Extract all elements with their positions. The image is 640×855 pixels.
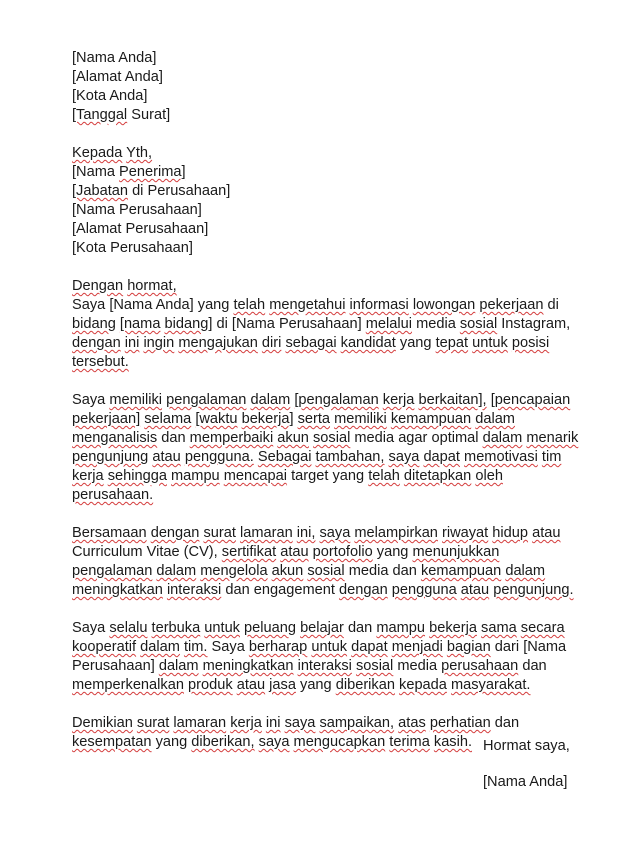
- paragraph-attachments: [72, 524, 592, 600]
- sender-name: [Nama Anda]: [72, 50, 157, 66]
- recipient-salutation: Kepada Yth,: [72, 145, 153, 161]
- letter-document: [72, 49, 592, 771]
- valediction: Hormat saya,: [483, 738, 570, 754]
- paragraph-line: Curriculum Vitae (CV), sertifikat atau portofolio yang menunjukkan: [72, 544, 500, 560]
- sender-city: [Kota Anda]: [72, 88, 148, 104]
- greeting: Dengan hormat,: [72, 278, 177, 294]
- paragraph-line: kooperatif dalam tim. Saya berharap untuk dapat menjadi bagian dari [Nama: [72, 639, 567, 655]
- recipient-block: [72, 144, 592, 258]
- paragraph-teamwork: [72, 619, 592, 695]
- letter-date: [Tanggal Surat]: [72, 107, 171, 123]
- paragraph-line: pengunjung atau pengguna. Sebagai tambahan, saya dapat memotivasi tim: [72, 449, 562, 465]
- sender-block: [72, 49, 592, 125]
- paragraph-line: bidang [nama bidang] di [Nama Perusahaan] melalui media sosial Instagram,: [72, 316, 571, 332]
- paragraph-line: perusahaan.: [72, 487, 154, 503]
- paragraph-line: Saya selalu terbuka untuk peluang belajar dan mampu bekerja sama secara: [72, 620, 565, 636]
- paragraph-line: pekerjaan] selama [waktu bekerja] serta memiliki kemampuan dalam: [72, 411, 515, 427]
- paragraph-line: memperkenalkan produk atau jasa yang diberikan kepada masyarakat.: [72, 677, 531, 693]
- recipient-city: [Kota Perusahaan]: [72, 240, 193, 256]
- paragraph-line: meningkatkan interaksi dan engagement dengan pengguna atau pengunjung.: [72, 582, 574, 598]
- paragraph-line: Perusahaan] dalam meningkatkan interaksi sosial media perusahaan dan: [72, 658, 547, 674]
- signature-name: [Nama Anda]: [483, 774, 568, 790]
- paragraph-line: Bersamaan dengan surat lamaran ini, saya melampirkan riwayat hidup atau: [72, 525, 561, 541]
- paragraph-line: kerja sehingga mampu mencapai target yang telah ditetapkan oleh: [72, 468, 503, 484]
- paragraph-line: kesempatan yang diberikan, saya mengucapkan terima kasih.: [72, 734, 473, 750]
- paragraph-experience: [72, 391, 592, 505]
- paragraph-line: pengalaman dalam mengelola akun sosial media dan kemampuan dalam: [72, 563, 546, 579]
- sender-address: [Alamat Anda]: [72, 69, 163, 85]
- paragraph-line: Saya memiliki pengalaman dalam [pengalaman kerja berkaitan], [pencapaian: [72, 392, 571, 408]
- recipient-name: [Nama Penerima]: [72, 164, 186, 180]
- paragraph-intro: [72, 296, 592, 372]
- paragraph-line: dengan ini ingin mengajukan diri sebagai kandidat yang tepat untuk posisi: [72, 335, 550, 351]
- recipient-company: [Nama Perusahaan]: [72, 202, 202, 218]
- recipient-address: [Alamat Perusahaan]: [72, 221, 209, 237]
- paragraph-line: tersebut.: [72, 354, 129, 370]
- paragraph-line: menganalisis dan memperbaiki akun sosial media agar optimal dalam menarik: [72, 430, 579, 446]
- recipient-position: [Jabatan di Perusahaan]: [72, 183, 231, 199]
- paragraph-line: Saya [Nama Anda] yang telah mengetahui informasi lowongan pekerjaan di: [72, 297, 559, 313]
- paragraph-line: Demikian surat lamaran kerja ini saya sampaikan, atas perhatian dan: [72, 715, 520, 731]
